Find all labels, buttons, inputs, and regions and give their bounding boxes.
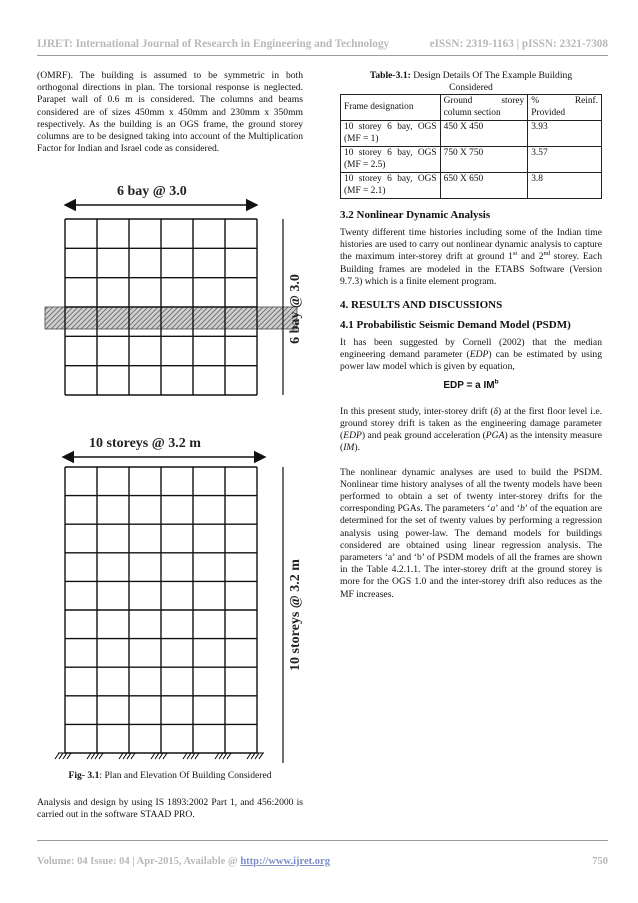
running-header xyxy=(37,38,608,52)
elevation-side-label: 10 storeys @ 3.2 m xyxy=(288,559,303,671)
power-law-equation xyxy=(340,380,602,392)
text-span: ) at the first floor level i.e. ground storey drift is taken as the engineering damage parameter ( xyxy=(340,405,602,442)
support-hatch xyxy=(59,753,63,759)
section-heading-4: 4. RESULTS AND DISCUSSIONS xyxy=(340,299,503,312)
text-span: In this present study, inter-storey drift ( xyxy=(340,405,494,417)
italic-term: a xyxy=(490,503,496,515)
text-span: ) as the intensity measure ( xyxy=(340,430,602,454)
table-caption-text: Design Details Of The Example Building Considered xyxy=(410,70,573,93)
figure-caption-label: Fig- 3.1 xyxy=(68,770,100,781)
figure-caption xyxy=(37,770,303,782)
parapet-hatch xyxy=(45,307,297,329)
support-hatch xyxy=(223,753,227,759)
support-hatch xyxy=(131,753,135,759)
paragraph-4-3 xyxy=(340,467,602,601)
table-cell: 450 X 450 xyxy=(440,121,528,147)
page-number: 750 xyxy=(592,856,608,867)
issn-text: eISSN: 2319-1163 | pISSN: 2321-7308 xyxy=(429,38,608,50)
section-heading-3-2: 3.2 Nonlinear Dynamic Analysis xyxy=(340,209,491,221)
text-span: ) can be estimated by using power law model which is given by equation, xyxy=(340,349,602,373)
support-hatch xyxy=(55,753,59,759)
table-cell: 10 storey 6 bay, OGS (MF = 2.5) xyxy=(341,147,441,173)
ground-supports xyxy=(55,753,264,759)
support-hatch xyxy=(155,753,159,759)
text-span: It has been suggested by Cornell (2002) that the median engineering demand parameter ( xyxy=(340,337,602,361)
text-span: ’ and ‘ xyxy=(495,503,520,515)
support-hatch xyxy=(95,753,99,759)
text-span: ) and peak ground acceleration ( xyxy=(361,430,486,442)
table-cell: 3.57 xyxy=(528,147,602,173)
support-hatch xyxy=(91,753,95,759)
left-column xyxy=(37,70,303,155)
support-hatch xyxy=(259,753,263,759)
text-span: ). xyxy=(354,442,360,454)
table-header-row xyxy=(341,95,602,121)
left-bottom-text xyxy=(37,797,303,821)
right-column xyxy=(340,70,602,601)
text-span: and 2 xyxy=(517,251,544,263)
table-cell: 650 X 650 xyxy=(440,173,528,199)
page-footer xyxy=(37,856,608,870)
support-hatch xyxy=(215,753,219,759)
support-hatch xyxy=(251,753,255,759)
analysis-paragraph: Analysis and design by using IS 1893:2002 Part 1, and 456:2000 is carried out in the software STAAD PRO. xyxy=(37,797,303,821)
italic-term: δ xyxy=(493,405,499,417)
support-hatch xyxy=(227,753,231,759)
text-span: The nonlinear dynamic analyses are used to build the PSDM. Nonlinear time history analyses of all the twenty models have been performed to obtain a set of twenty inter-storey drifts for the corresponding PGAs. The parameters ‘ xyxy=(340,466,602,515)
table-cell: 10 storey 6 bay, OGS (MF = 2.1) xyxy=(341,173,441,199)
table-header: Ground storey column section xyxy=(440,95,528,121)
support-hatch xyxy=(255,753,259,759)
support-hatch xyxy=(119,753,123,759)
italic-term: EDP xyxy=(469,349,489,361)
table-caption xyxy=(340,70,602,94)
support-hatch xyxy=(127,753,131,759)
support-hatch xyxy=(187,753,191,759)
support-hatch xyxy=(195,753,199,759)
support-hatch xyxy=(219,753,223,759)
table-header: % Reinf. Provided xyxy=(528,95,602,121)
paragraph-3-2 xyxy=(340,227,602,288)
italic-term: PGA xyxy=(485,430,505,442)
table-cell: 10 storey 6 bay, OGS (MF = 1) xyxy=(341,121,441,147)
support-hatch xyxy=(99,753,103,759)
table-cell: 3.93 xyxy=(528,121,602,147)
support-hatch xyxy=(123,753,127,759)
superscript: nd xyxy=(543,250,550,258)
italic-term: b xyxy=(519,503,525,515)
table-cell: 750 X 750 xyxy=(440,147,528,173)
journal-title: IJRET: International Journal of Research in Engineering and Technology xyxy=(37,38,390,50)
table-header: Frame designation xyxy=(341,95,441,121)
plan-grid xyxy=(65,219,257,395)
header-rule xyxy=(37,55,608,56)
table-row xyxy=(341,147,602,173)
figure-plan-elevation xyxy=(37,183,303,783)
support-hatch xyxy=(151,753,155,759)
superscript: st xyxy=(512,250,518,258)
elevation-view xyxy=(55,436,303,763)
plan-view xyxy=(45,184,303,395)
table-caption-label: Table-3.1: xyxy=(369,70,411,81)
footer-volume: Volume: 04 Issue: 04 | Apr-2015, Available @ xyxy=(37,856,241,867)
figure-caption-text: : Plan and Elevation Of Building Considered xyxy=(99,770,272,781)
table-row xyxy=(341,173,602,199)
journal-link[interactable]: http://www.ijret.org xyxy=(240,856,330,867)
design-details-table xyxy=(340,94,602,199)
paragraph-4-1 xyxy=(340,337,602,374)
equation-body: EDP = a IM xyxy=(443,379,495,391)
support-hatch xyxy=(183,753,187,759)
elevation-top-label: 10 storeys @ 3.2 m xyxy=(89,436,201,451)
support-hatch xyxy=(163,753,167,759)
support-hatch xyxy=(63,753,67,759)
italic-term: EDP xyxy=(343,430,362,442)
table-row xyxy=(341,121,602,147)
support-hatch xyxy=(87,753,91,759)
support-hatch xyxy=(247,753,251,759)
support-hatch xyxy=(159,753,163,759)
text-span: Twenty different time histories including some of the Indian time histories are used to carry out nonlinear dynamic analysis to capture the maximum inter-storey drift at ground 1 xyxy=(340,227,602,263)
intro-paragraph: (OMRF). The building is assumed to be symmetric in both orthogonal directions in plan. The torsional response is neglected. Parapet wall of 0.6 m is considered. The columns and beams considered are of sizes 450mm x 450mm and 230mm x 350mm respectively. As the building is an OGS frame, the ground storey columns are to be designed taking into account of the Multiplication Factor for Indian and Israel code as considered. xyxy=(37,70,303,155)
text-span: storey. Each Building frames are modeled in the ETABS Software (Version 9.7.3) which is a finite element program. xyxy=(340,251,602,287)
plan-side-label: 6 bay @ 3.0 xyxy=(288,274,303,344)
plan-top-label: 6 bay @ 3.0 xyxy=(117,184,187,199)
equation-exponent: b xyxy=(494,378,499,386)
paragraph-4-2 xyxy=(340,406,602,455)
text-span: ’ of the equation are determined for the set of twenty values by performing a regression analysis using power-law. The demand models for buildings considered are obtained using linear regression analysis. The parameters ‘a’ and ‘b’ of PSDM models of all the frames are shown in the Table 4.2.1.1. The inter-storey drift at the ground storey is more for the OGS 1.0 and the inter-storey drift also reduces as the MF increases. xyxy=(340,503,602,600)
support-hatch xyxy=(67,753,71,759)
section-heading-4-1: 4.1 Probabilistic Seismic Demand Model (PSDM) xyxy=(340,319,571,332)
support-hatch xyxy=(191,753,195,759)
table-cell: 3.8 xyxy=(528,173,602,199)
elevation-grid xyxy=(65,467,257,753)
footer-text xyxy=(37,856,330,867)
footer-rule xyxy=(37,840,608,841)
italic-term: IM xyxy=(343,442,355,454)
